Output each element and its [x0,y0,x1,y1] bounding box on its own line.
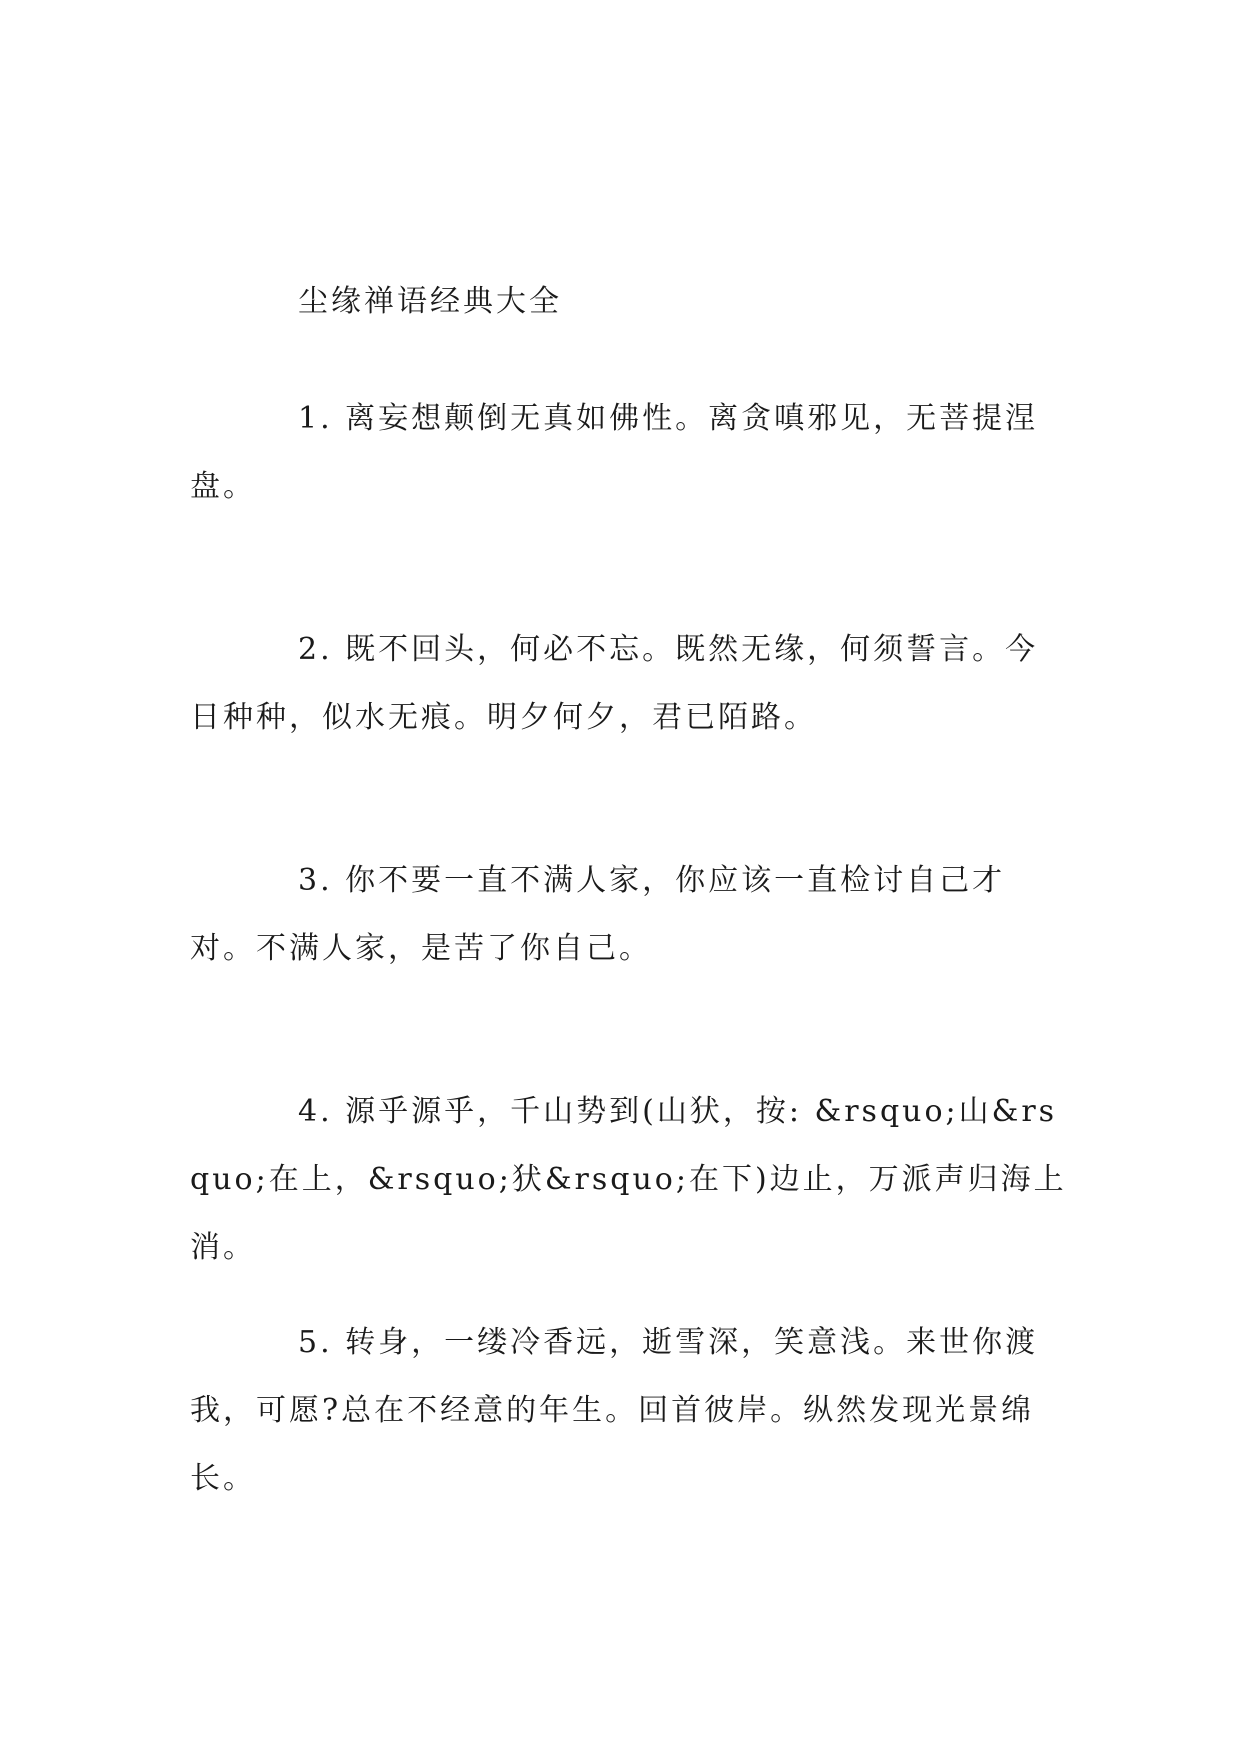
paragraph-3: 3. 你不要一直不满人家，你应该一直检讨自己才对。不满人家，是苦了你自己。 [190,863,1006,966]
paragraph-2: 2. 既不回头，何必不忘。既然无缘，何须誓言。今日种种，似水无痕。明夕何夕，君已陌路。 [190,632,1039,735]
document-title: 尘缘禅语经典大全 [298,284,562,319]
paragraph-5: 5. 转身，一缕冷香远，逝雪深，笑意浅。来世你渡我，可愿?总在不经意的年生。回首彼岸。纵然发现光景绵长。 [190,1325,1039,1496]
paragraph-1: 1. 离妄想颠倒无真如佛性。离贪嗔邪见，无菩提涅盘。 [190,401,1039,504]
paragraph-4: 4. 源乎源乎，千山势到(山犾，按: &rsquo;山&rsquo;在上，&rsquo;犾&rsquo;在下)边止，万派声归海上消。 [190,1094,1067,1265]
